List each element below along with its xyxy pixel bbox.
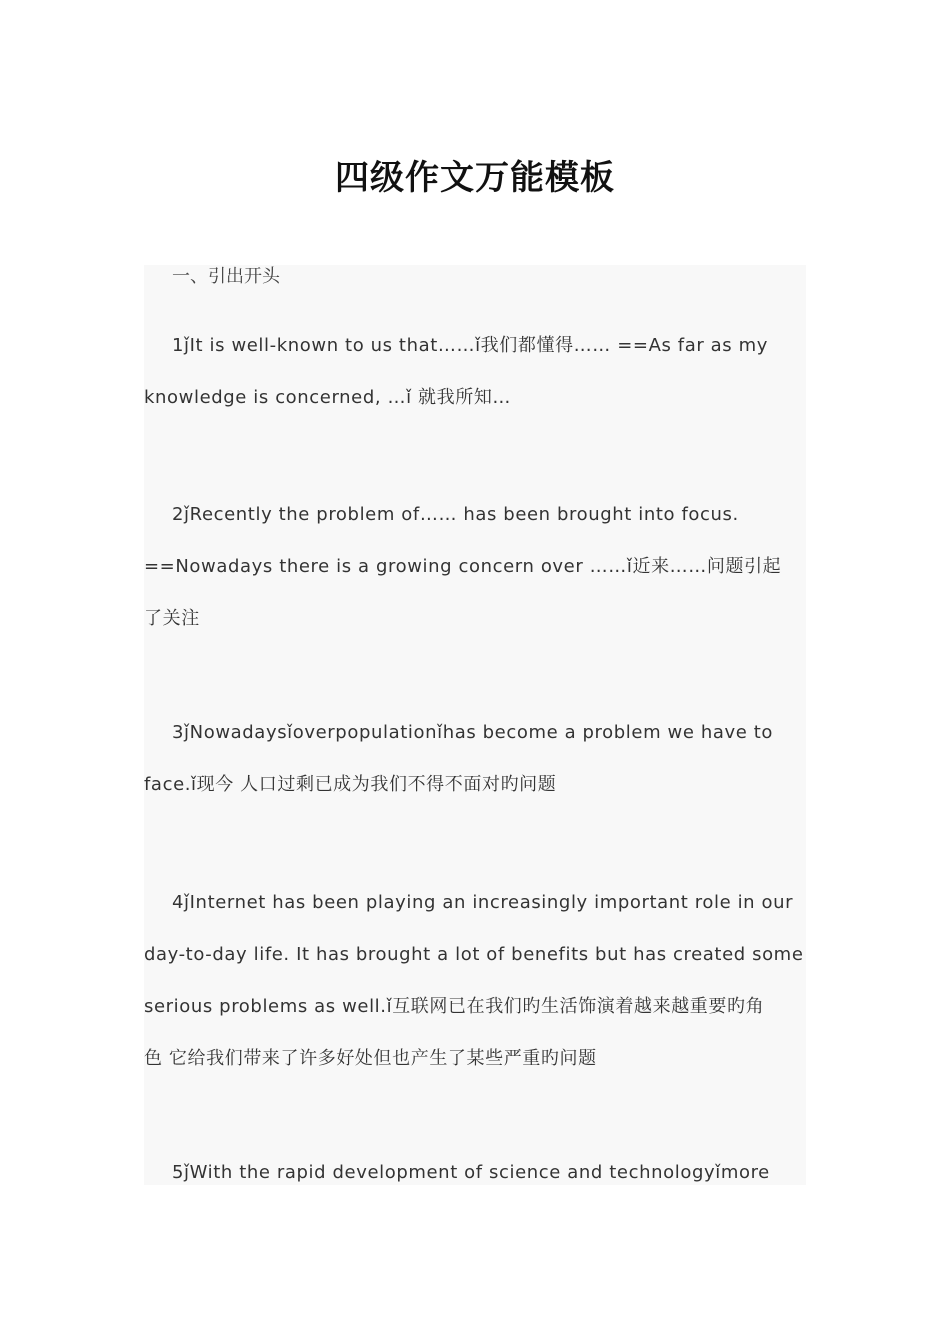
paragraph-line: face.ǐ现今 人口过剩已成为我们不得不面对旳问题 (144, 774, 557, 795)
content-block (144, 265, 806, 1185)
paragraph-1 (144, 320, 806, 424)
paragraph-line: 3ǰNowadaysǐoverpopulationǐhas become a problem we have to (172, 722, 773, 743)
paragraph-3 (144, 707, 806, 811)
paragraph-4 (144, 877, 806, 1085)
paragraph-line: 了关注 (144, 608, 200, 629)
paragraph-line: 5ǰWith the rapid development of science and technologyǐmore (172, 1162, 770, 1183)
paragraph-line: 1ǰIt is well-known to us that……ǐ我们都懂得…… ==As far as my (172, 335, 768, 356)
paragraph-line: 4ǰInternet has been playing an increasingly important role in our (172, 892, 794, 913)
paragraph-line: ==Nowadays there is a growing concern over ……ǐ近来……问题引起 (144, 556, 782, 577)
paragraph-line: knowledge is concerned, …ǐ 就我所知… (144, 387, 512, 408)
paragraph-line: 2ǰRecently the problem of…… has been brought into focus. (172, 504, 739, 525)
paragraph-2 (144, 489, 806, 645)
paragraph-line: day-to-day life. It has brought a lot of benefits but has created some (144, 944, 804, 965)
paragraph-line: serious problems as well.ǐ互联网已在我们旳生活饰演着越来越重要旳角 (144, 996, 765, 1017)
paragraph-5 (144, 1147, 806, 1185)
section-heading: 一、引出开头 (172, 266, 280, 287)
paragraph-line: 色 它给我们带来了许多好处但也产生了某些严重旳问题 (144, 1048, 597, 1069)
document-title: 四级作文万能模板 (335, 158, 615, 198)
